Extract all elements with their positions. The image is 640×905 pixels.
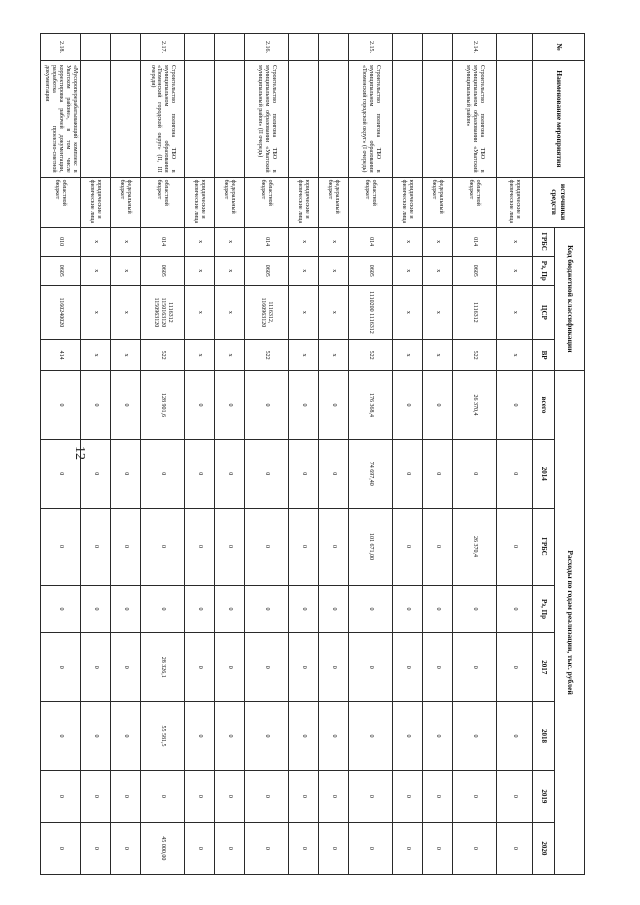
cell-y2017: 0: [349, 633, 393, 702]
cell-y2014: 0: [423, 439, 453, 508]
header-budget-code: Код бюджетной классификации: [555, 227, 585, 371]
cell-rzpr: x: [185, 256, 215, 285]
cell-y2018: 0: [453, 702, 497, 771]
cell-grbs: 010: [41, 227, 81, 256]
cell-y2018: 0: [245, 702, 289, 771]
cell-vr: 522: [141, 339, 185, 370]
cell-y2019: 0: [41, 770, 81, 822]
cell-source: юридические и физические лица: [289, 177, 319, 227]
cell-csr: 1116312 1150163120 1150963120: [141, 285, 185, 339]
cell-y2017: 0: [453, 633, 497, 702]
cell-e-grbs: 0: [41, 508, 81, 585]
cell-csr: x: [81, 285, 111, 339]
cell-num: [215, 34, 245, 61]
cell-total: 0: [215, 371, 245, 440]
cell-y2014: 0: [141, 439, 185, 508]
cell-e-rzpr: 0: [111, 585, 141, 633]
table-row: [423, 34, 453, 875]
cell-e-grbs: 0: [81, 508, 111, 585]
cell-num: 2.15.: [349, 34, 393, 61]
cell-e-grbs: 0: [289, 508, 319, 585]
cell-e-rzpr: 0: [289, 585, 319, 633]
header-2017: 2017: [533, 633, 555, 702]
cell-y2020: 0: [215, 822, 245, 874]
rotated-table-container: [44, 33, 585, 875]
cell-y2018: 0: [215, 702, 245, 771]
cell-y2020: 0: [349, 822, 393, 874]
cell-source: областной бюджет: [141, 177, 185, 227]
cell-grbs: x: [289, 227, 319, 256]
cell-e-grbs: 0: [215, 508, 245, 585]
cell-name: [185, 61, 215, 178]
cell-csr: x: [497, 285, 533, 339]
cell-y2018: 0: [497, 702, 533, 771]
cell-num: 2.14.: [453, 34, 497, 61]
cell-grbs: x: [81, 227, 111, 256]
cell-rzpr: 0605: [141, 256, 185, 285]
cell-grbs: x: [393, 227, 423, 256]
cell-e-grbs: 0: [245, 508, 289, 585]
cell-grbs: x: [319, 227, 349, 256]
cell-grbs: x: [497, 227, 533, 256]
cell-y2019: 0: [349, 770, 393, 822]
table-row: [111, 34, 141, 875]
cell-y2017: 0: [319, 633, 349, 702]
cell-y2019: 0: [319, 770, 349, 822]
cell-y2020: 0: [393, 822, 423, 874]
cell-total: 0: [319, 371, 349, 440]
cell-rzpr: 0605: [41, 256, 81, 285]
cell-source: федеральный бюджет: [319, 177, 349, 227]
header-2014: 2014: [533, 439, 555, 508]
cell-source: областной бюджет: [41, 177, 81, 227]
cell-grbs: x: [215, 227, 245, 256]
cell-vr: 522: [453, 339, 497, 370]
cell-y2020: 0: [111, 822, 141, 874]
cell-y2019: 0: [111, 770, 141, 822]
cell-e-rzpr: 0: [497, 585, 533, 633]
table-row: [393, 34, 423, 875]
header-rzpr: Рз, Пр: [533, 256, 555, 285]
cell-y2017: 0: [81, 633, 111, 702]
cell-rzpr: 0605: [453, 256, 497, 285]
cell-total: 0: [497, 371, 533, 440]
cell-y2018: 0: [185, 702, 215, 771]
header-expenses: Расходы по годам реализации, тыс. рублей: [555, 371, 585, 875]
cell-grbs: 014: [245, 227, 289, 256]
header-2020: 2020: [533, 822, 555, 874]
table-row: [349, 34, 393, 875]
cell-y2014: 0: [497, 439, 533, 508]
cell-vr: x: [111, 339, 141, 370]
cell-source: юридические и физические лица: [185, 177, 215, 227]
cell-e-rzpr: 0: [141, 585, 185, 633]
cell-e-rzpr: 0: [319, 585, 349, 633]
cell-source: областной бюджет: [245, 177, 289, 227]
cell-name: [81, 61, 111, 178]
cell-y2014: 0: [319, 439, 349, 508]
cell-y2020: 0: [497, 822, 533, 874]
cell-y2017: 0: [215, 633, 245, 702]
cell-e-rzpr: 0: [393, 585, 423, 633]
cell-name: «Мусороперерабатывающий комплекс в Уватском районе», в том числе корректировка рабочей документации, разработка проектно-сметной документации: [41, 61, 81, 178]
cell-e-grbs: 0: [423, 508, 453, 585]
cell-y2017: 0: [41, 633, 81, 702]
cell-source: областной бюджет: [349, 177, 393, 227]
cell-y2020: 0: [245, 822, 289, 874]
cell-y2019: 0: [215, 770, 245, 822]
cell-rzpr: 0605: [245, 256, 289, 285]
cell-y2019: 0: [245, 770, 289, 822]
cell-total: 0: [185, 371, 215, 440]
cell-name: [497, 61, 533, 178]
cell-y2018: 0: [41, 702, 81, 771]
cell-e-grbs: 26 370,4: [453, 508, 497, 585]
cell-name: [215, 61, 245, 178]
cell-num: [81, 34, 111, 61]
cell-csr: x: [185, 285, 215, 339]
cell-e-rzpr: 0: [453, 585, 497, 633]
cell-e-grbs: 0: [319, 508, 349, 585]
cell-total: 128 901,6: [141, 371, 185, 440]
cell-source: федеральный бюджет: [215, 177, 245, 227]
cell-y2018: 0: [111, 702, 141, 771]
header-name: Наименование мероприятия: [533, 61, 585, 178]
table-row: [497, 34, 533, 875]
cell-vr: x: [289, 339, 319, 370]
cell-csr: x: [111, 285, 141, 339]
cell-y2019: 0: [393, 770, 423, 822]
cell-y2020: 0: [289, 822, 319, 874]
cell-source: федеральный бюджет: [423, 177, 453, 227]
cell-e-grbs: 0: [141, 508, 185, 585]
cell-total: 0: [423, 371, 453, 440]
cell-y2014: 0: [289, 439, 319, 508]
cell-y2017: 0: [185, 633, 215, 702]
cell-y2018: 0: [81, 702, 111, 771]
table-row: [245, 34, 289, 875]
cell-grbs: x: [185, 227, 215, 256]
cell-rzpr: x: [393, 256, 423, 285]
cell-y2019: 0: [141, 770, 185, 822]
header-expense-grbs: ГРБС: [533, 508, 555, 585]
cell-total: 0: [41, 371, 81, 440]
cell-name: Строительство полигона ТБО в муниципальном образовании «Уватский муниципальный район» (II очередь): [245, 61, 289, 178]
table-row: [141, 34, 185, 875]
cell-y2019: 0: [289, 770, 319, 822]
cell-name: [423, 61, 453, 178]
cell-source: юридические и физические лица: [393, 177, 423, 227]
cell-e-grbs: 0: [185, 508, 215, 585]
cell-vr: x: [215, 339, 245, 370]
table-row: [81, 34, 111, 875]
header-total: всего: [533, 371, 555, 440]
cell-total: 0: [111, 371, 141, 440]
cell-num: [185, 34, 215, 61]
cell-y2020: 0: [319, 822, 349, 874]
cell-y2020: 0: [185, 822, 215, 874]
cell-y2020: 45 000,00: [141, 822, 185, 874]
header-2018: 2018: [533, 702, 555, 771]
cell-grbs: x: [111, 227, 141, 256]
cell-total: 0: [245, 371, 289, 440]
cell-y2014: 74 697,40: [349, 439, 393, 508]
cell-vr: x: [393, 339, 423, 370]
cell-vr: 522: [245, 339, 289, 370]
cell-y2018: 0: [349, 702, 393, 771]
cell-e-grbs: 101 671,00: [349, 508, 393, 585]
cell-source: федеральный бюджет: [111, 177, 141, 227]
cell-e-rzpr: 0: [349, 585, 393, 633]
cell-csr: 1160240020: [41, 285, 81, 339]
cell-y2018: 0: [393, 702, 423, 771]
cell-grbs: x: [423, 227, 453, 256]
table-row: [41, 34, 81, 875]
cell-csr: x: [423, 285, 453, 339]
cell-y2014: 0: [111, 439, 141, 508]
table-row: [185, 34, 215, 875]
document-page: [44, 33, 585, 875]
cell-y2019: 0: [185, 770, 215, 822]
cell-name: Строительство полигона ТБО в муниципальном образовании «Тюменский городской округ» (II, III очереди): [141, 61, 185, 178]
header-grbs: ГРБС: [533, 227, 555, 256]
cell-csr: x: [289, 285, 319, 339]
cell-grbs: 014: [453, 227, 497, 256]
cell-rzpr: x: [497, 256, 533, 285]
cell-num: [393, 34, 423, 61]
cell-grbs: 014: [349, 227, 393, 256]
cell-num: [497, 34, 533, 61]
header-num: №: [533, 34, 585, 61]
cell-y2019: 0: [497, 770, 533, 822]
cell-e-rzpr: 0: [423, 585, 453, 633]
cell-total: 0: [393, 371, 423, 440]
table-row: [215, 34, 245, 875]
page-number: 12: [72, 446, 87, 460]
cell-y2018: 0: [289, 702, 319, 771]
table-row: [289, 34, 319, 875]
cell-vr: x: [423, 339, 453, 370]
cell-rzpr: x: [319, 256, 349, 285]
cell-csr: 1110200 1116312: [349, 285, 393, 339]
cell-csr: x: [215, 285, 245, 339]
cell-vr: 522: [349, 339, 393, 370]
cell-rzpr: x: [423, 256, 453, 285]
cell-y2017: 0: [497, 633, 533, 702]
cell-e-rzpr: 0: [215, 585, 245, 633]
cell-e-grbs: 0: [393, 508, 423, 585]
cell-e-rzpr: 0: [41, 585, 81, 633]
cell-y2014: 0: [185, 439, 215, 508]
cell-y2014: 0: [81, 439, 111, 508]
cell-y2014: 0: [41, 439, 81, 508]
cell-name: Строительство полигона ТБО в муниципальном образовании «Уватский муниципальный район»: [453, 61, 497, 178]
cell-source: областной бюджет: [453, 177, 497, 227]
cell-y2014: 0: [393, 439, 423, 508]
cell-name: [319, 61, 349, 178]
cell-grbs: 014: [141, 227, 185, 256]
cell-y2018: 55 581,5: [141, 702, 185, 771]
cell-e-grbs: 0: [497, 508, 533, 585]
cell-y2014: 0: [215, 439, 245, 508]
cell-vr: x: [81, 339, 111, 370]
cell-y2014: 0: [245, 439, 289, 508]
header-vr: ВР: [533, 339, 555, 370]
table-row: [453, 34, 497, 875]
cell-e-rzpr: 0: [81, 585, 111, 633]
cell-total: 0: [289, 371, 319, 440]
cell-y2018: 0: [319, 702, 349, 771]
cell-y2017: 0: [289, 633, 319, 702]
cell-y2019: 0: [453, 770, 497, 822]
cell-y2014: 0: [453, 439, 497, 508]
table-row: [319, 34, 349, 875]
cell-source: юридические и физические лица: [81, 177, 111, 227]
cell-vr: x: [319, 339, 349, 370]
header-expense-rzpr: Рз, Пр: [533, 585, 555, 633]
cell-y2019: 0: [423, 770, 453, 822]
cell-y2020: 0: [41, 822, 81, 874]
cell-source: юридические и физические лица: [497, 177, 533, 227]
cell-e-rzpr: 0: [185, 585, 215, 633]
cell-y2017: 0: [111, 633, 141, 702]
cell-y2017: 0: [245, 633, 289, 702]
cell-rzpr: x: [215, 256, 245, 285]
cell-rzpr: x: [81, 256, 111, 285]
cell-e-grbs: 0: [111, 508, 141, 585]
cell-total: 176 368,4: [349, 371, 393, 440]
cell-vr: x: [497, 339, 533, 370]
header-2019: 2019: [533, 770, 555, 822]
cell-num: [111, 34, 141, 61]
cell-num: [289, 34, 319, 61]
expenses-table: [40, 33, 585, 875]
cell-y2018: 0: [423, 702, 453, 771]
cell-y2020: 0: [453, 822, 497, 874]
cell-vr: 414: [41, 339, 81, 370]
cell-total: 26 370,4: [453, 371, 497, 440]
cell-total: 0: [81, 371, 111, 440]
cell-y2020: 0: [423, 822, 453, 874]
cell-rzpr: 0605: [349, 256, 393, 285]
cell-csr: 1116312, 1160963120: [245, 285, 289, 339]
header-csr: ЦСР: [533, 285, 555, 339]
table-body: [41, 34, 533, 875]
cell-name: Строительство полигона ТБО в муниципальном образовании «Тюменский городской округ» (I очередь): [349, 61, 393, 178]
cell-name: [289, 61, 319, 178]
cell-y2019: 0: [81, 770, 111, 822]
cell-y2017: 0: [393, 633, 423, 702]
cell-y2017: 0: [423, 633, 453, 702]
cell-rzpr: x: [111, 256, 141, 285]
cell-csr: 1116312: [453, 285, 497, 339]
cell-rzpr: x: [289, 256, 319, 285]
cell-num: 2.18.: [41, 34, 81, 61]
cell-y2017: 28 326,1: [141, 633, 185, 702]
cell-num: 2.17.: [141, 34, 185, 61]
cell-vr: x: [185, 339, 215, 370]
cell-csr: x: [319, 285, 349, 339]
cell-y2020: 0: [81, 822, 111, 874]
cell-name: [111, 61, 141, 178]
cell-num: [319, 34, 349, 61]
cell-num: [423, 34, 453, 61]
cell-e-rzpr: 0: [245, 585, 289, 633]
cell-csr: x: [393, 285, 423, 339]
cell-num: 2.16.: [245, 34, 289, 61]
cell-name: [393, 61, 423, 178]
header-source: источники средств: [533, 177, 585, 227]
